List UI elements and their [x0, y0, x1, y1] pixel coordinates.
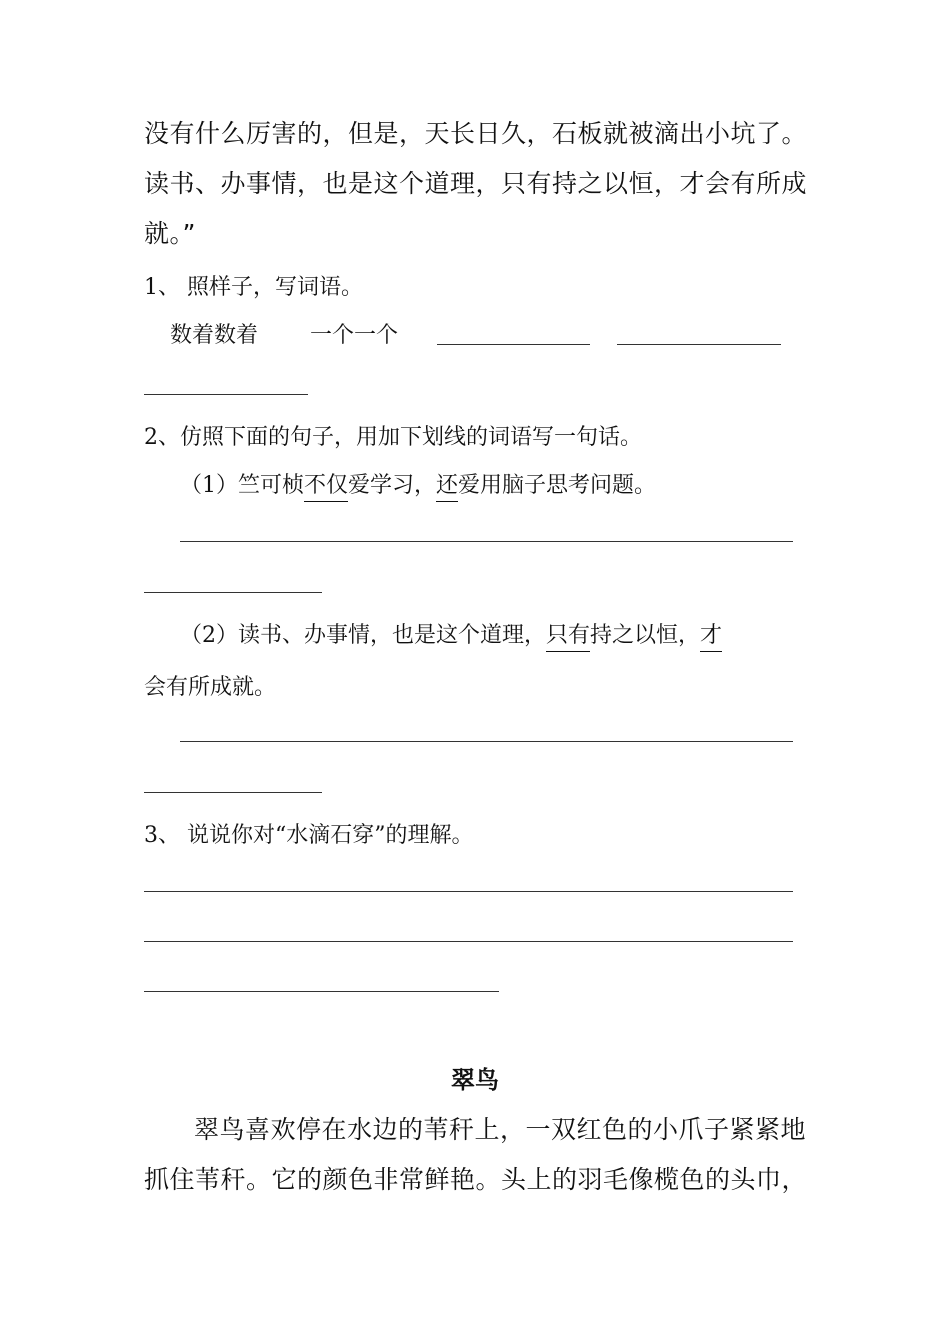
next-passage-line-1: 翠鸟喜欢停在水边的苇秆上，一双红色的小爪子紧紧地	[194, 1115, 807, 1144]
q3-answer-line-2[interactable]	[144, 941, 793, 942]
q1-answer-blank-3[interactable]	[144, 394, 308, 395]
q2-sentence-1	[180, 468, 656, 499]
q2-s1-part-b: 爱学习，	[348, 473, 437, 498]
q2-sentence-2-line-1	[180, 618, 722, 649]
q2-s1-underlined-2: 还	[436, 473, 458, 502]
q2-s2-part-b: 持之以恒，	[590, 623, 701, 648]
q2-s1-part-a: （1）竺可桢	[180, 473, 304, 498]
question-3-title: 3、 说说你对“水滴石穿”的理解。	[144, 823, 474, 848]
question-2-title: 2、仿照下面的句子，用加下划线的词语写一句话。	[144, 425, 642, 450]
q1-example-1: 数着数着	[170, 323, 259, 348]
q1-answer-blank-2[interactable]	[617, 344, 781, 345]
q2-s1-answer-line-1[interactable]	[180, 541, 793, 542]
question-1-title: 1、 照样子，写词语。	[144, 275, 363, 300]
q2-s2-answer-line-2[interactable]	[144, 792, 322, 793]
q2-s1-part-c: 爱用脑子思考问题。	[458, 473, 657, 498]
q1-example-2: 一个一个	[310, 323, 399, 348]
q2-s2-part-c: 会有所成就。	[144, 675, 277, 700]
q1-answer-blank-1[interactable]	[437, 344, 590, 345]
passage-line-2: 读书、办事情，也是这个道理，只有持之以恒，才会有所成	[144, 169, 808, 198]
q2-s2-answer-line-1[interactable]	[180, 741, 793, 742]
q3-answer-line-3[interactable]	[144, 991, 499, 992]
next-passage-line-2: 抓住苇秆。它的颜色非常鲜艳。头上的羽毛像榄色的头巾，	[144, 1165, 808, 1194]
q2-s2-underlined-2: 才	[700, 623, 722, 652]
passage-line-1: 没有什么厉害的，但是，天长日久，石板就被滴出小坑了。	[144, 119, 808, 148]
q2-s1-answer-line-2[interactable]	[144, 592, 322, 593]
q2-s1-underlined-1: 不仅	[304, 473, 348, 502]
passage-line-3: 就。”	[144, 219, 196, 248]
q2-s2-underlined-1: 只有	[546, 623, 590, 652]
passage-title: 翠鸟	[451, 1066, 499, 1094]
q2-s2-part-a: （2）读书、办事情，也是这个道理，	[180, 623, 546, 648]
q3-answer-line-1[interactable]	[144, 891, 793, 892]
